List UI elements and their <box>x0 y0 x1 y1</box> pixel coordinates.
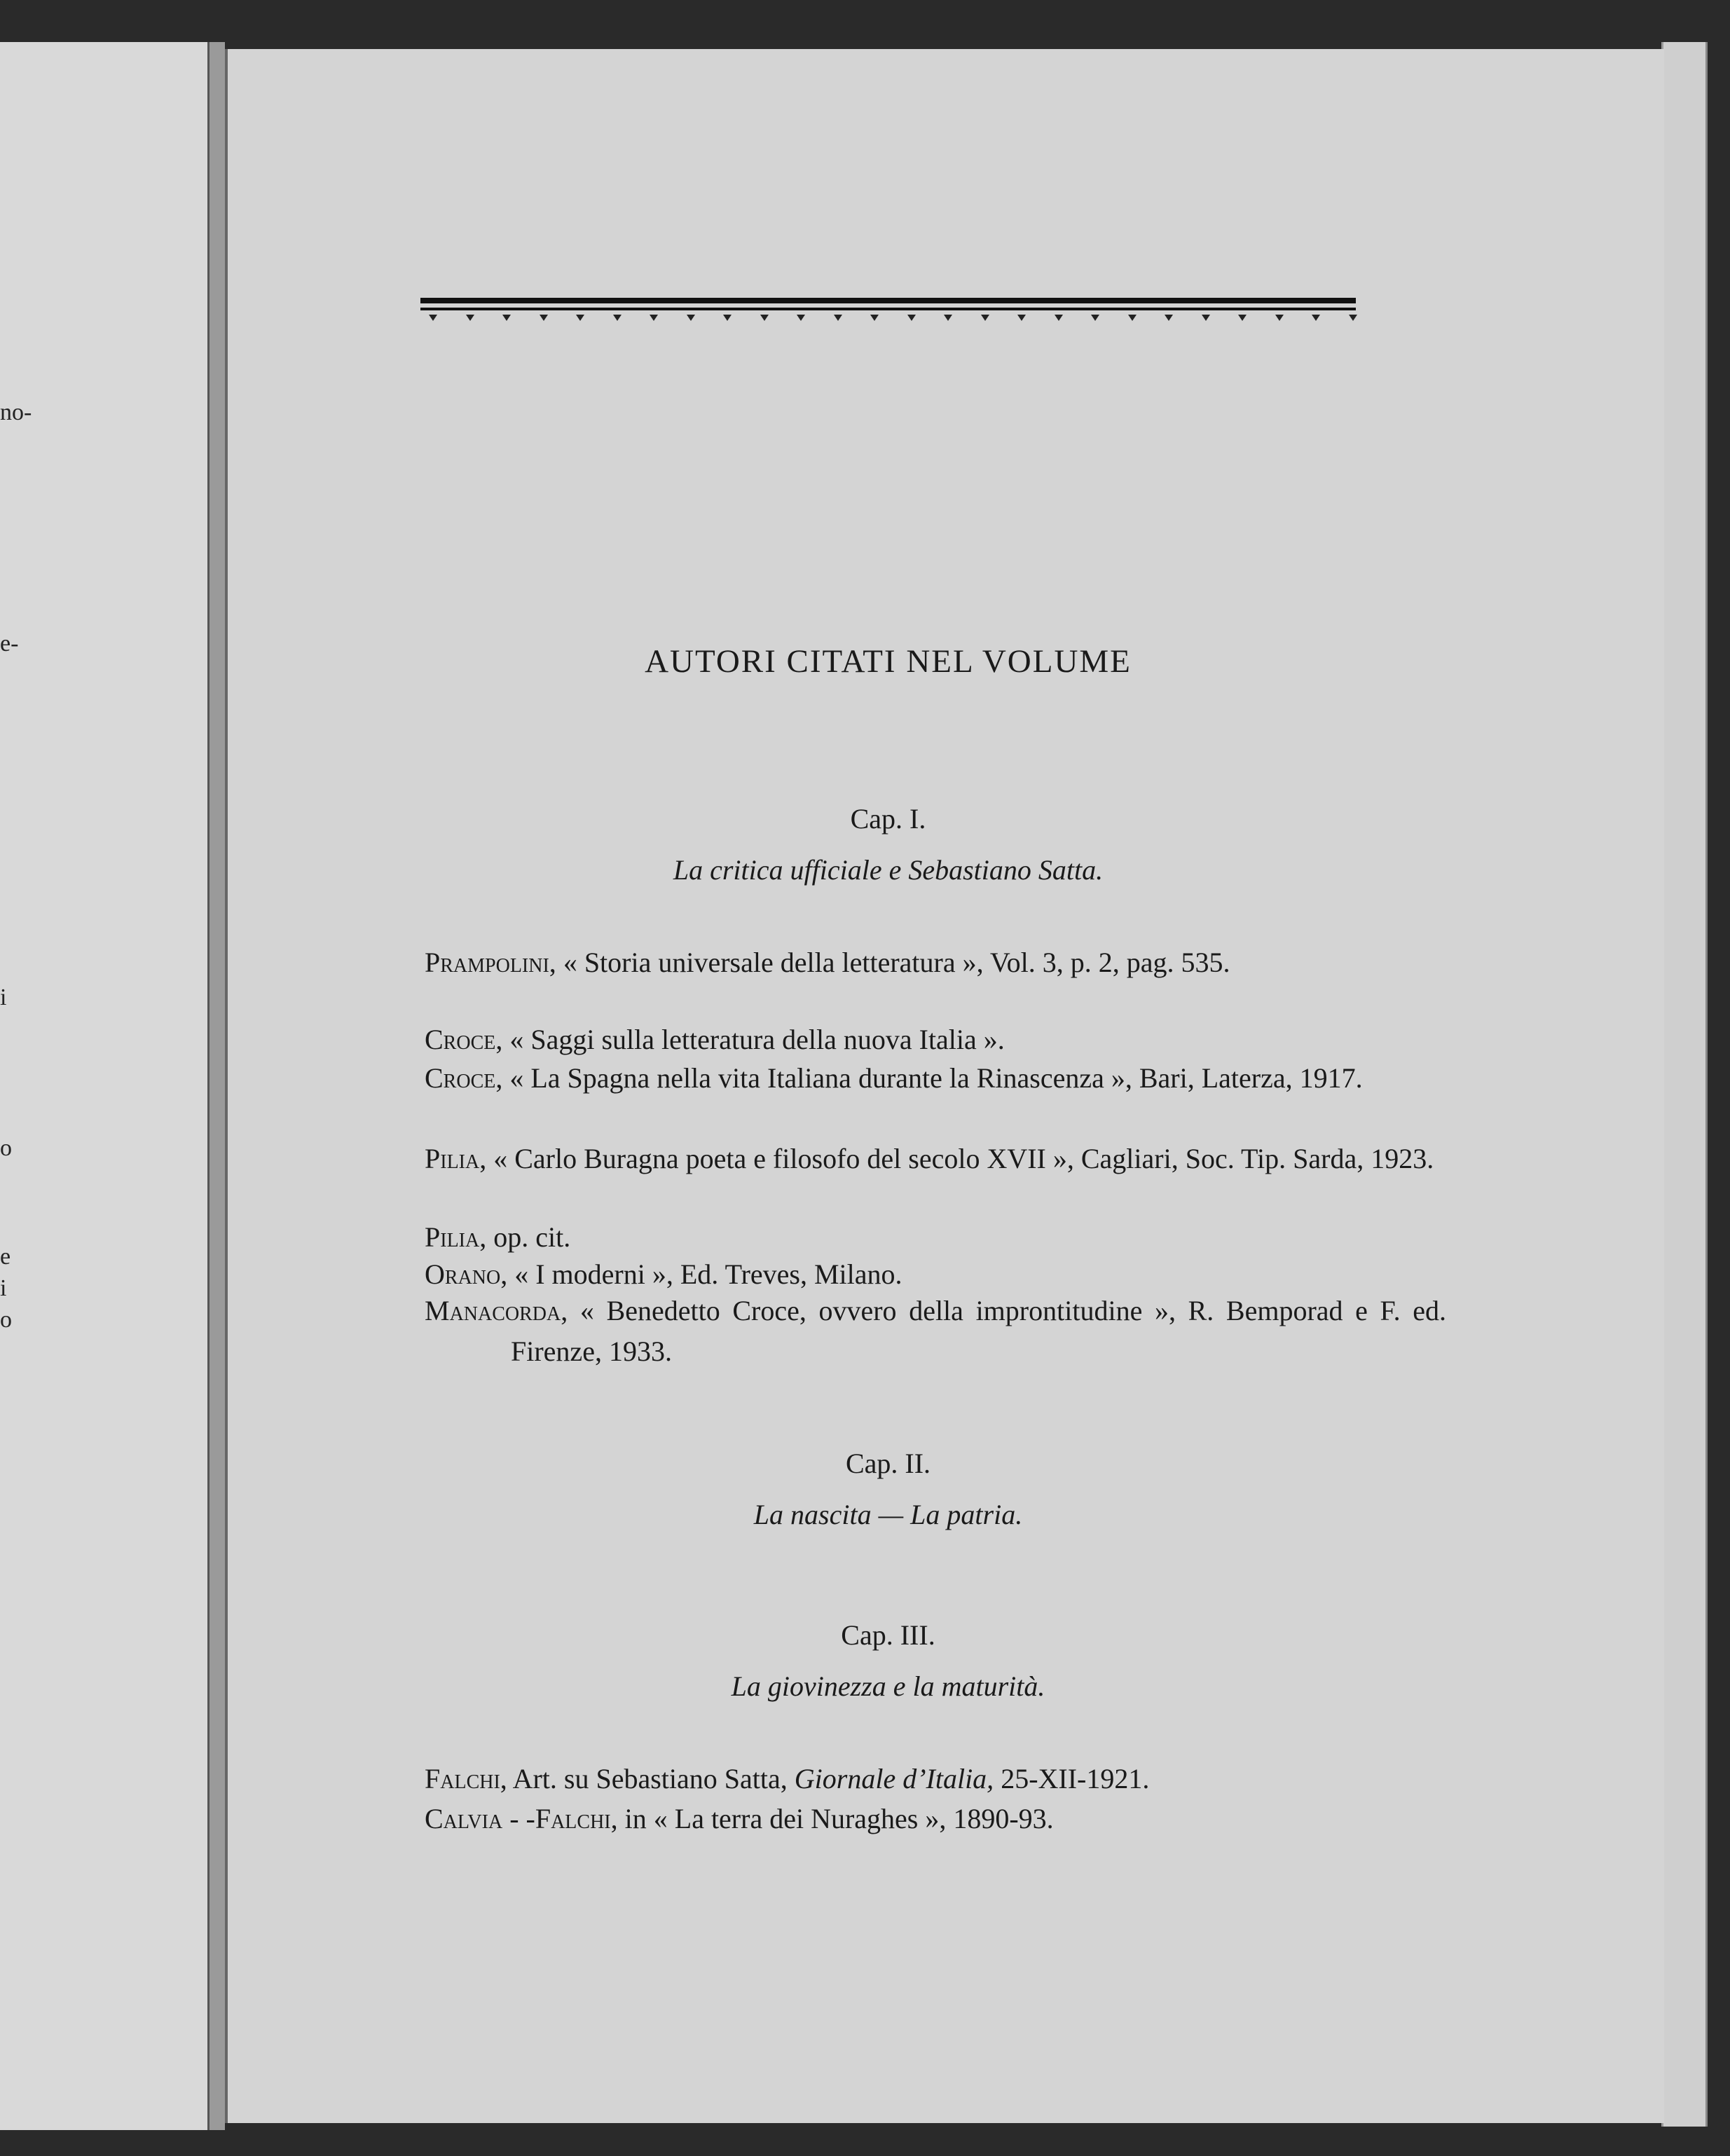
citation-author: Croce, <box>425 1024 503 1055</box>
citation-author: Manacorda, <box>425 1295 568 1326</box>
chapter-1-title: La critica ufficiale e Sebastiano Satta. <box>673 854 1104 886</box>
citation-author: Croce, <box>425 1062 503 1094</box>
dentil-mark <box>576 315 584 321</box>
dentil-mark <box>466 315 474 321</box>
citation-text: « Storia universale della letteratura », Vol. 3, p. 2, pag. 535. <box>556 947 1230 978</box>
citation-journal: Giornale d’Italia, <box>794 1763 994 1794</box>
citation-text: Art. su Sebastiano Satta, <box>507 1763 795 1794</box>
citation-entry <box>425 1291 1446 1372</box>
dentil-mark <box>944 315 952 321</box>
citation-entry <box>425 1254 1446 1295</box>
citation-text: « Carlo Buragna poeta e filosofo del secolo XVII », Cagliari, Soc. Tip. Sarda, 1923. <box>486 1143 1434 1174</box>
citation-entry <box>425 942 1446 983</box>
dentil-mark <box>870 315 879 321</box>
header-ornament <box>420 298 1356 333</box>
dentil-mark <box>1312 315 1320 321</box>
citation-text: « Saggi sulla letteratura della nuova Italia ». <box>502 1024 1005 1055</box>
dentil-mark <box>1202 315 1210 321</box>
citation-author: Pilia, <box>425 1143 487 1174</box>
dentil-mark <box>760 315 769 321</box>
citation-entry <box>425 1019 1446 1060</box>
citation-author: Pilia, <box>425 1221 487 1253</box>
citation-text: « Benedetto Croce, ovvero della improntitudine », R. Bemporad e F. ed. Firenze, 1933. <box>511 1295 1446 1367</box>
dentil-mark <box>834 315 842 321</box>
citation-text: op. cit. <box>486 1221 571 1253</box>
citation-text: in « La terra dei Nuraghes », 1890-93. <box>617 1803 1054 1834</box>
dentil-mark <box>540 315 548 321</box>
dentil-mark <box>1165 315 1173 321</box>
left-page-fragment: i <box>0 984 7 1010</box>
dentil-mark <box>650 315 658 321</box>
left-page <box>0 42 210 2130</box>
dentil-mark <box>1017 315 1026 321</box>
citation-author: Orano, <box>425 1258 508 1290</box>
citation-entry <box>425 1759 1446 1799</box>
ornament-dentils <box>429 315 1364 324</box>
dentil-mark <box>1275 315 1284 321</box>
dentil-mark <box>1349 315 1357 321</box>
citation-entry <box>425 1799 1446 1839</box>
citation-author: Prampolini, <box>425 947 556 978</box>
left-page-fragment: no- <box>0 399 32 425</box>
dentil-mark <box>687 315 695 321</box>
dentil-mark <box>1128 315 1137 321</box>
left-page-fragment: o <box>0 1307 12 1333</box>
book-spine <box>210 42 225 2130</box>
dentil-mark <box>797 315 805 321</box>
chapter-2-label: Cap. II. <box>845 1448 931 1479</box>
left-page-fragment: e <box>0 1244 11 1270</box>
citation-date: 25-XII-1921. <box>994 1763 1150 1794</box>
chapter-2-title: La nascita — La patria. <box>753 1499 1023 1530</box>
dentil-mark <box>502 315 511 321</box>
citation-entry <box>425 1217 1446 1258</box>
chapter-3-label: Cap. III. <box>841 1619 935 1651</box>
dentil-mark <box>907 315 916 321</box>
chapter-1-label: Cap. I. <box>850 803 926 835</box>
dentil-mark <box>429 315 437 321</box>
ornament-rule-thick <box>420 298 1356 303</box>
chapter-3-title: La giovinezza e la maturità. <box>731 1670 1045 1702</box>
citation-author: Calvia - -Falchi, <box>425 1803 618 1834</box>
citation-text: « I moderni », Ed. Treves, Milano. <box>507 1258 902 1290</box>
left-page-fragment: o <box>0 1135 12 1161</box>
citation-author: Falchi, <box>425 1763 507 1794</box>
citation-text: « La Spagna nella vita Italiana durante la Rinascenza », Bari, Laterza, 1917. <box>502 1062 1363 1094</box>
left-page-fragment: i <box>0 1275 7 1301</box>
dentil-mark <box>1091 315 1099 321</box>
page-title: AUTORI CITATI NEL VOLUME <box>645 643 1132 680</box>
dentil-mark <box>613 315 622 321</box>
page-edge <box>1661 42 1708 2127</box>
dentil-mark <box>981 315 989 321</box>
dentil-mark <box>1055 315 1063 321</box>
citation-entry <box>425 1139 1446 1179</box>
citation-entry <box>425 1058 1446 1099</box>
left-page-fragment: e- <box>0 631 19 657</box>
dentil-mark <box>723 315 732 321</box>
ornament-rule-thin <box>420 308 1356 310</box>
dentil-mark <box>1238 315 1247 321</box>
